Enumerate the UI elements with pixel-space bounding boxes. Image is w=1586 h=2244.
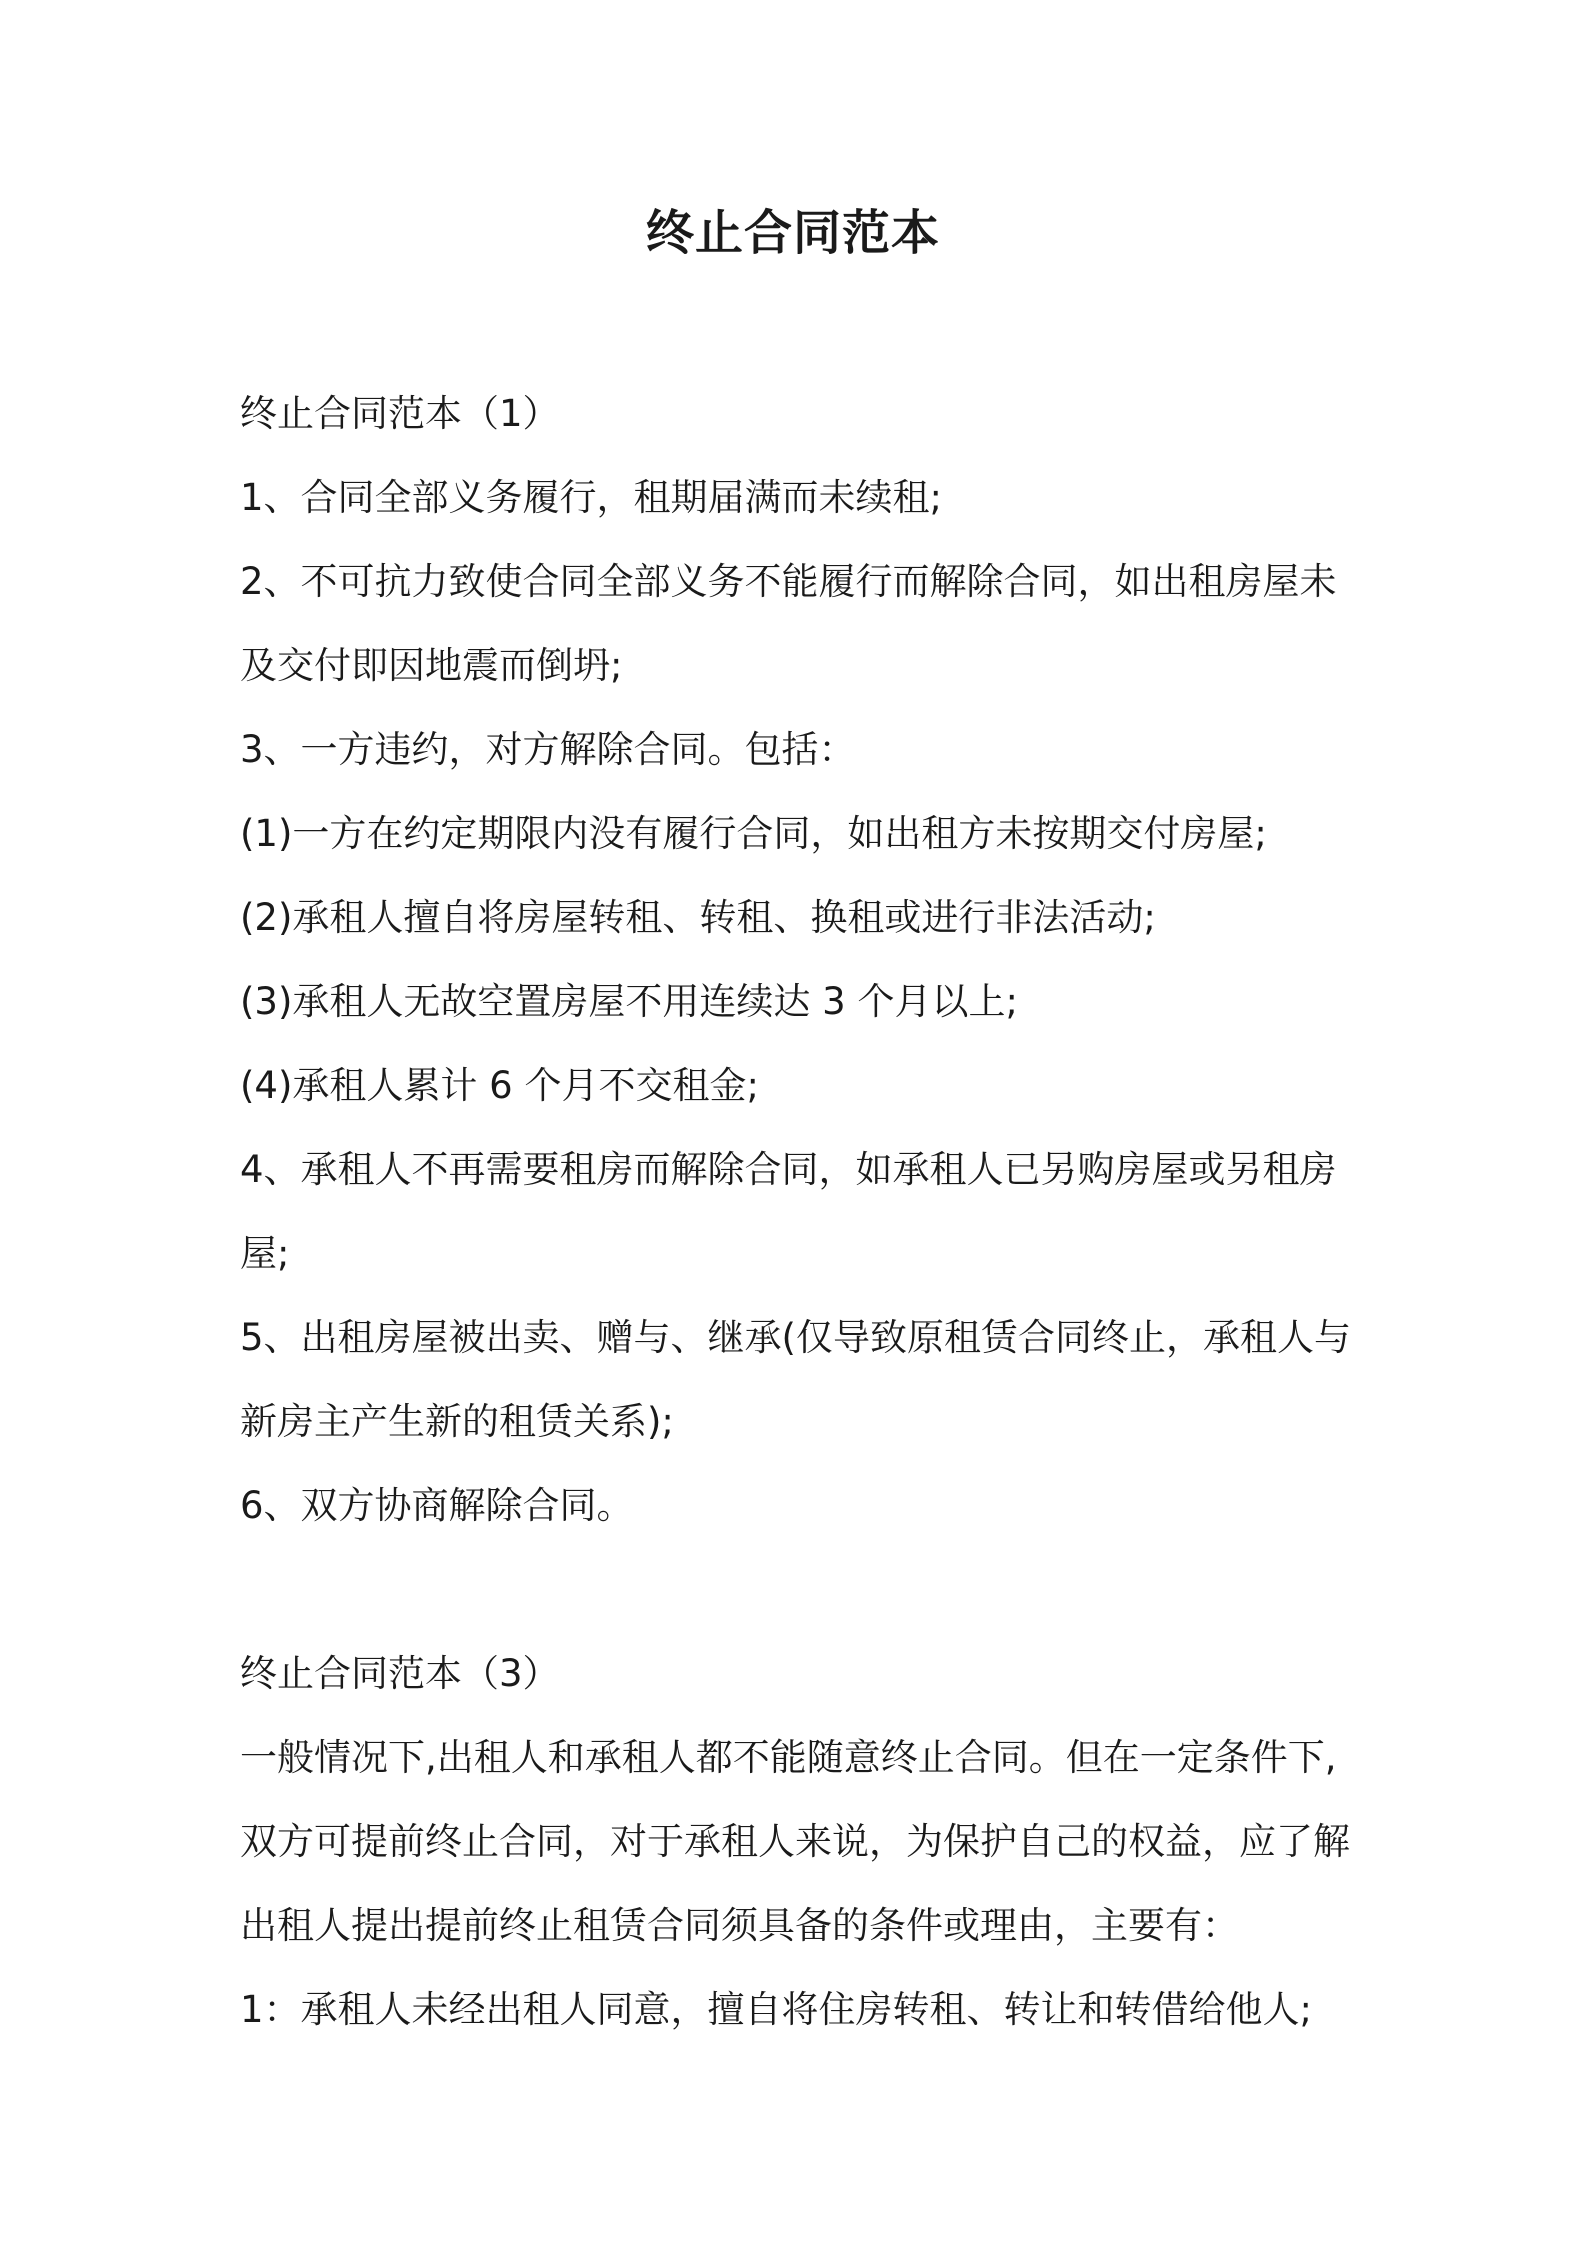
text-line: 2、不可抗力致使合同全部义务不能履行而解除合同，如出租房屋未 [240,560,1337,603]
document-body [240,372,1360,2052]
text-line: (4)承租人累计 6 个月不交租金; [240,1064,759,1107]
text-line: 出租人提出提前终止租赁合同须具备的条件或理由，主要有： [240,1904,1239,1947]
section-3 [240,1632,1360,2052]
text-line: (2)承租人擅自将房屋转租、转租、换租或进行非法活动; [240,896,1156,939]
text-line: 一般情况下,出租人和承租人都不能随意终止合同。但在一定条件下, [240,1736,1337,1779]
text-line: (3)承租人无故空置房屋不用连续达 3 个月以上; [240,980,1018,1023]
text-line: 1、合同全部义务履行，租期届满而未续租; [240,476,943,519]
section-spacer [240,1548,1360,1632]
text-line: 双方可提前终止合同，对于承租人来说，为保护自己的权益，应了解 [240,1820,1350,1863]
text-line: (1)一方在约定期限内没有履行合同，如出租方未按期交付房屋; [240,812,1267,855]
text-line: 及交付即因地震而倒坍; [240,644,623,687]
text-line: 新房主产生新的租赁关系); [240,1400,674,1443]
text-line: 4、承租人不再需要租房而解除合同，如承租人已另购房屋或另租房 [240,1148,1337,1191]
text-line: 3、一方违约，对方解除合同。包括： [240,728,856,771]
section-heading: 终止合同范本（1） [240,392,560,435]
section-heading: 终止合同范本（3） [240,1652,560,1695]
text-line: 屋; [240,1232,290,1275]
text-line: 6、双方协商解除合同。 [240,1484,634,1527]
text-line: 5、出租房屋被出卖、赠与、继承(仅导致原租赁合同终止，承租人与 [240,1316,1351,1359]
document-title: 终止合同范本 [645,205,940,261]
section-1 [240,372,1360,1548]
text-line: 1：承租人未经出租人同意，擅自将住房转租、转让和转借给他人; [240,1988,1313,2031]
